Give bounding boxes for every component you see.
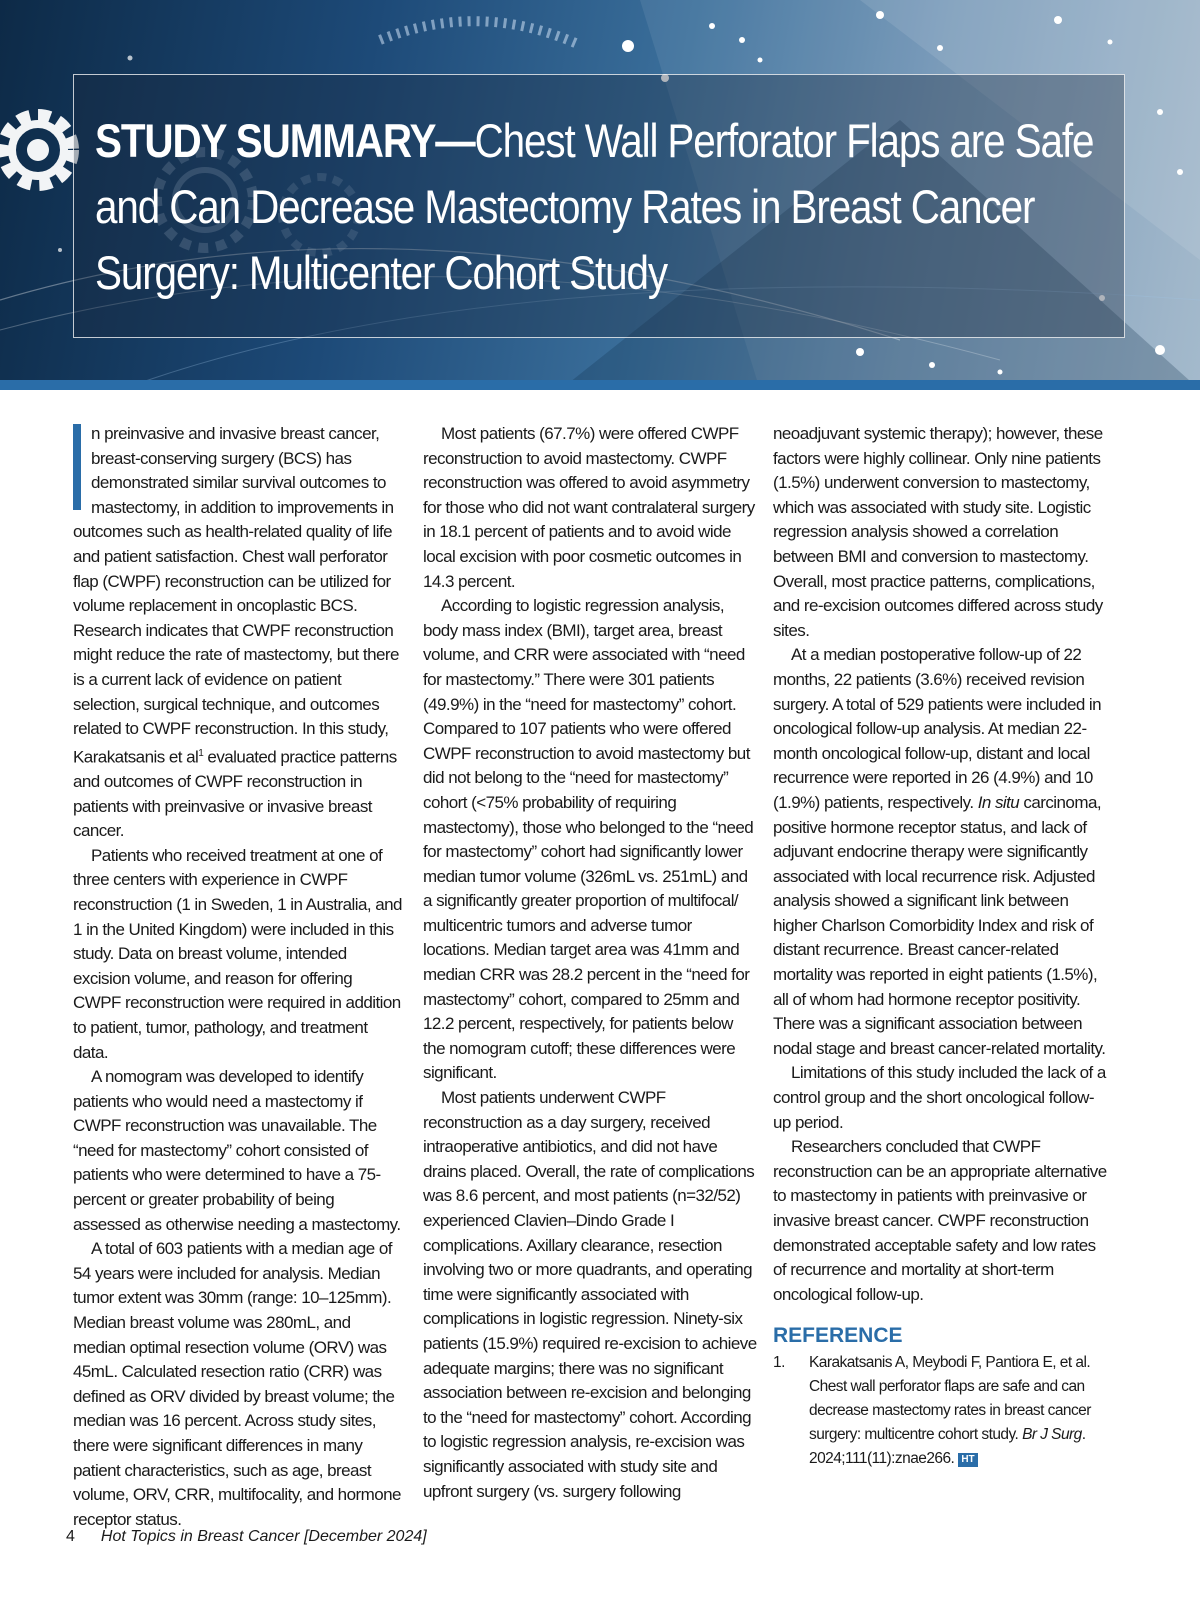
paragraph: neoadjuvant systemic therapy); however, these factors were highly collinear. Only nine patients (1.5%) underwent conversion to mastectomy, which was associated with study site. Logistic regression analysis showed a correlation between BMI and conversion to mastectomy. Overall, most practice patterns, complications, and re-excision outcomes differed across study sites. [773,424,1103,640]
page-number: 4 [66,1528,75,1545]
page-footer [66,1528,427,1546]
column-2 [423,422,758,1504]
column-1 [73,422,403,1532]
publication-name: Hot Topics in Breast Cancer [December 2024] [100,1528,427,1545]
paragraph: Most patients (67.7%) were offered CWPF reconstruction to avoid mastectomy. CWPF reconstruction was offered to avoid asymmetry for those who did not want contralateral surgery in 18.1 percent of patients and to avoid wide local excision with poor cosmetic outcomes in 14.3 percent. [423,424,755,591]
article-title [95,108,1101,306]
paragraph: A nomogram was developed to identify patients who would need a mastectomy if CWPF reconstruction was unavailable. The “need for mastectomy” cohort consisted of patients who were determined to have a 75-percent or greater probability of being assessed as otherwise needing a mastectomy. [73,1067,401,1234]
paragraph: Researchers concluded that CWPF reconstruction can be an appropriate alternative to mastectomy in patients with preinvasive or invasive breast cancer. CWPF reconstruction demonstrated acceptable safety and low rates of recurrence and mortality at short-term oncological follow-up. [773,1137,1107,1304]
reference-item: 1. Karakatsanis A, Meybodi F, Pantiora E, et al. Chest wall perforator flaps are safe and can decrease mastectomy rates in breast cancer surgery: multicentre cohort study. Br J Surg. 2024;111(11):znae266. HT [773,1351,1108,1471]
title-lead: STUDY SUMMARY— [95,114,475,167]
drop-cap-bar [73,424,81,510]
paragraph: At a median postoperative follow-up of 22 months, 22 patients (3.6%) received revision surgery. A total of 529 patients were included in oncological follow-up analysis. At median 22-month oncological follow-up, distant and local recurrence were reported in 26 (4.9%) and 10 (1.9%) patients, respectively. In situ carcinoma, positive hormone receptor status, and lack of adjuvant endocrine therapy were significantly associated with local recurrence risk. Adjusted analysis showed a significant link between higher Charlson Comorbidity Index and risk of distant recurrence. Breast cancer-related mortality was reported in eight patients (1.5%), all of whom had hormone receptor positivity. There was a significant association between nodal stage and breast cancer-related mortality. [773,645,1106,1058]
ht-badge-icon: HT [958,1453,977,1467]
paragraph: A total of 603 patients with a median age of 54 years were included for analysis. Median tumor extent was 30mm (range: 10–125mm). Median breast volume was 280mL, and median optimal resection volume (ORV) was 45mL. Calculated resection ratio (CRR) was defined as ORV divided by breast volume; the median was 16 percent. Across study sites, there were significant differences in many patient characteristics, such as age, breast volume, ORV, CRR, multifocality, and hormone receptor status. [73,1239,401,1529]
intro-paragraph: n preinvasive and invasive breast cancer, breast-conserving surgery (BCS) has demonstrated similar survival outcomes to mastectomy, in addition to improvements in outcomes such as health-related quality of life and patient satisfaction. Chest wall perforator flap (CWPF) reconstruction can be utilized for volume replacement in oncoplastic BCS. Research indicates that CWPF reconstruction might reduce the rate of mastectomy, but there is a current lack of evidence on patient selection, surgical technique, and outcomes related to CWPF reconstruction. In this study, Karakatsanis et $al^1$ evaluated practice patterns and outcomes of CWPF reconstruction in patients with preinvasive or invasive breast cancer. [73,424,399,841]
reference-heading: REFERENCE [773,1324,903,1348]
reference-number: 1. [773,1354,785,1372]
title-rest: Chest Wall Perforator Flaps are Safe and Can Decrease Mastectomy Rates in Breast Cancer Surgery: Multicenter Cohort Study [95,114,1094,299]
paragraph: Most patients underwent CWPF reconstruction as a day surgery, received intraoperative antibiotics, and did not have drains placed. Overall, the rate of complications was 8.6 percent, and most patients (n=32/52) experienced Clavien–Dindo Grade I complications. Axillary clearance, resection involving two or more quadrants, and operating time were significantly associated with complications in logistic regression. Ninety-six patients (15.9%) required re-excision to achieve adequate margins; there was no significant association between re-excision and belonging to the “need for mastectomy” cohort. According to logistic regression analysis, re-excision was significantly associated with study site and upfront surgery (vs. surgery following [423,1088,757,1501]
column-3 [773,422,1108,1471]
paragraph: Limitations of this study included the lack of a control group and the short oncological follow-up period. [773,1063,1106,1132]
banner-accent-stripe [0,380,1200,390]
citation-superscript: 1 [198,747,204,759]
journal-name: Br J Surg [1022,1426,1082,1444]
header-banner [0,0,1200,390]
paragraph: Patients who received treatment at one of three centers with experience in CWPF reconstruction (1 in Sweden, 1 in Australia, and 1 in the United Kingdom) were included in this study. Data on breast volume, intended excision volume, and reason for offering CWPF reconstruction were required in addition to patient, tumor, pathology, and treatment data. [73,845,402,1062]
gear-icon [4,116,72,184]
paragraph: According to logistic regression analysis, body mass index (BMI), target area, breast volume, and CRR were associated with “need for mastectomy.” There were 301 patients (49.9%) in the “need for mastectomy” cohort. Compared to 107 patients who were offered CWPF reconstruction to avoid mastectomy but did not belong to the “need for mastectomy” cohort (<75% probability of requiring mastectomy), those who belonged to the “need for mastectomy” cohort had significantly lower median tumor volume (326mL vs. 251mL) and a significantly greater proportion of multifocal/ multicentric tumors and adverse tumor locations. Median target area was 41mm and median CRR was 28.2 percent in the “need for mastectomy” cohort, compared to 25mm and 12.2 percent, respectively, for patients below the nomogram cutoff; these differences were significant. [423,596,754,1083]
